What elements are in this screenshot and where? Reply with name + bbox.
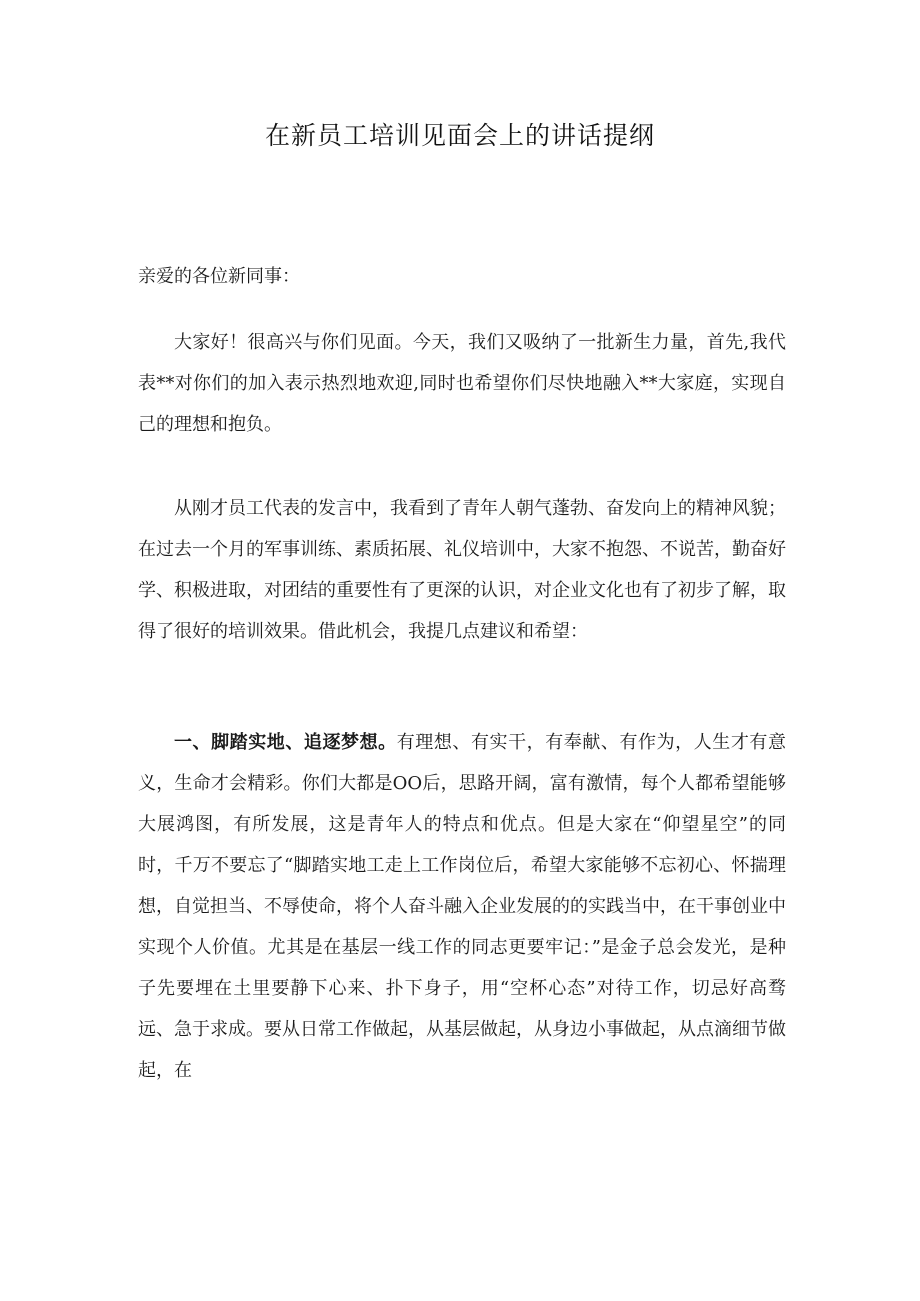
point-one-heading: 一、脚踏实地、追逐梦想。 bbox=[174, 732, 397, 753]
paragraph-point-one bbox=[138, 722, 786, 1091]
point-one-body: 有理想、有实干，有奉献、有作为，人生才有意义，生命才会精彩。你们大都是OO后，思路开阔，富有激情，每个人都希望能够大展鸿图，有所发展，这是青年人的特点和优点。但是大家在“仰望星空”的同时，千万不要忘了“脚踏实地工走上工作岗位后，希望大家能够不忘初心、怀揣理想，自觉担当、不辱使命，将个人奋斗融入企业发展的的实践当中，在干事创业中实现个人价值。尤其是在基层一线工作的同志更要牢记：”是金子总会发光，是种子先要埋在土里要静下心来、扑下身子，用“空杯心态”对待工作，切忌好高骛远、急于求成。要从日常工作做起，从基层做起，从身边小事做起，从点滴细节做起，在 bbox=[138, 732, 786, 1081]
paragraph-training-review: 从刚才员工代表的发言中，我看到了青年人朝气蓬勃、奋发向上的精神风貌；在过去一个月的军事训练、素质拓展、礼仪培训中，大家不抱怨、不说苦，勤奋好学、积极进取，对团结的重要性有了更深的认识，对企业文化也有了初步了解，取得了很好的培训效果。借此机会，我提几点建议和希望： bbox=[138, 498, 786, 642]
paragraph-greeting: 大家好！很高兴与你们见面。今天，我们又吸纳了一批新生力量，首先,我代表**对你们的加入表示热烈地欢迎,同时也希望你们尽快地融入**大家庭，实现自己的理想和抱负。 bbox=[138, 332, 786, 435]
salutation: 亲爱的各位新同事： bbox=[138, 266, 300, 287]
document-title: 在新员工培训见面会上的讲话提纲 bbox=[264, 121, 655, 150]
